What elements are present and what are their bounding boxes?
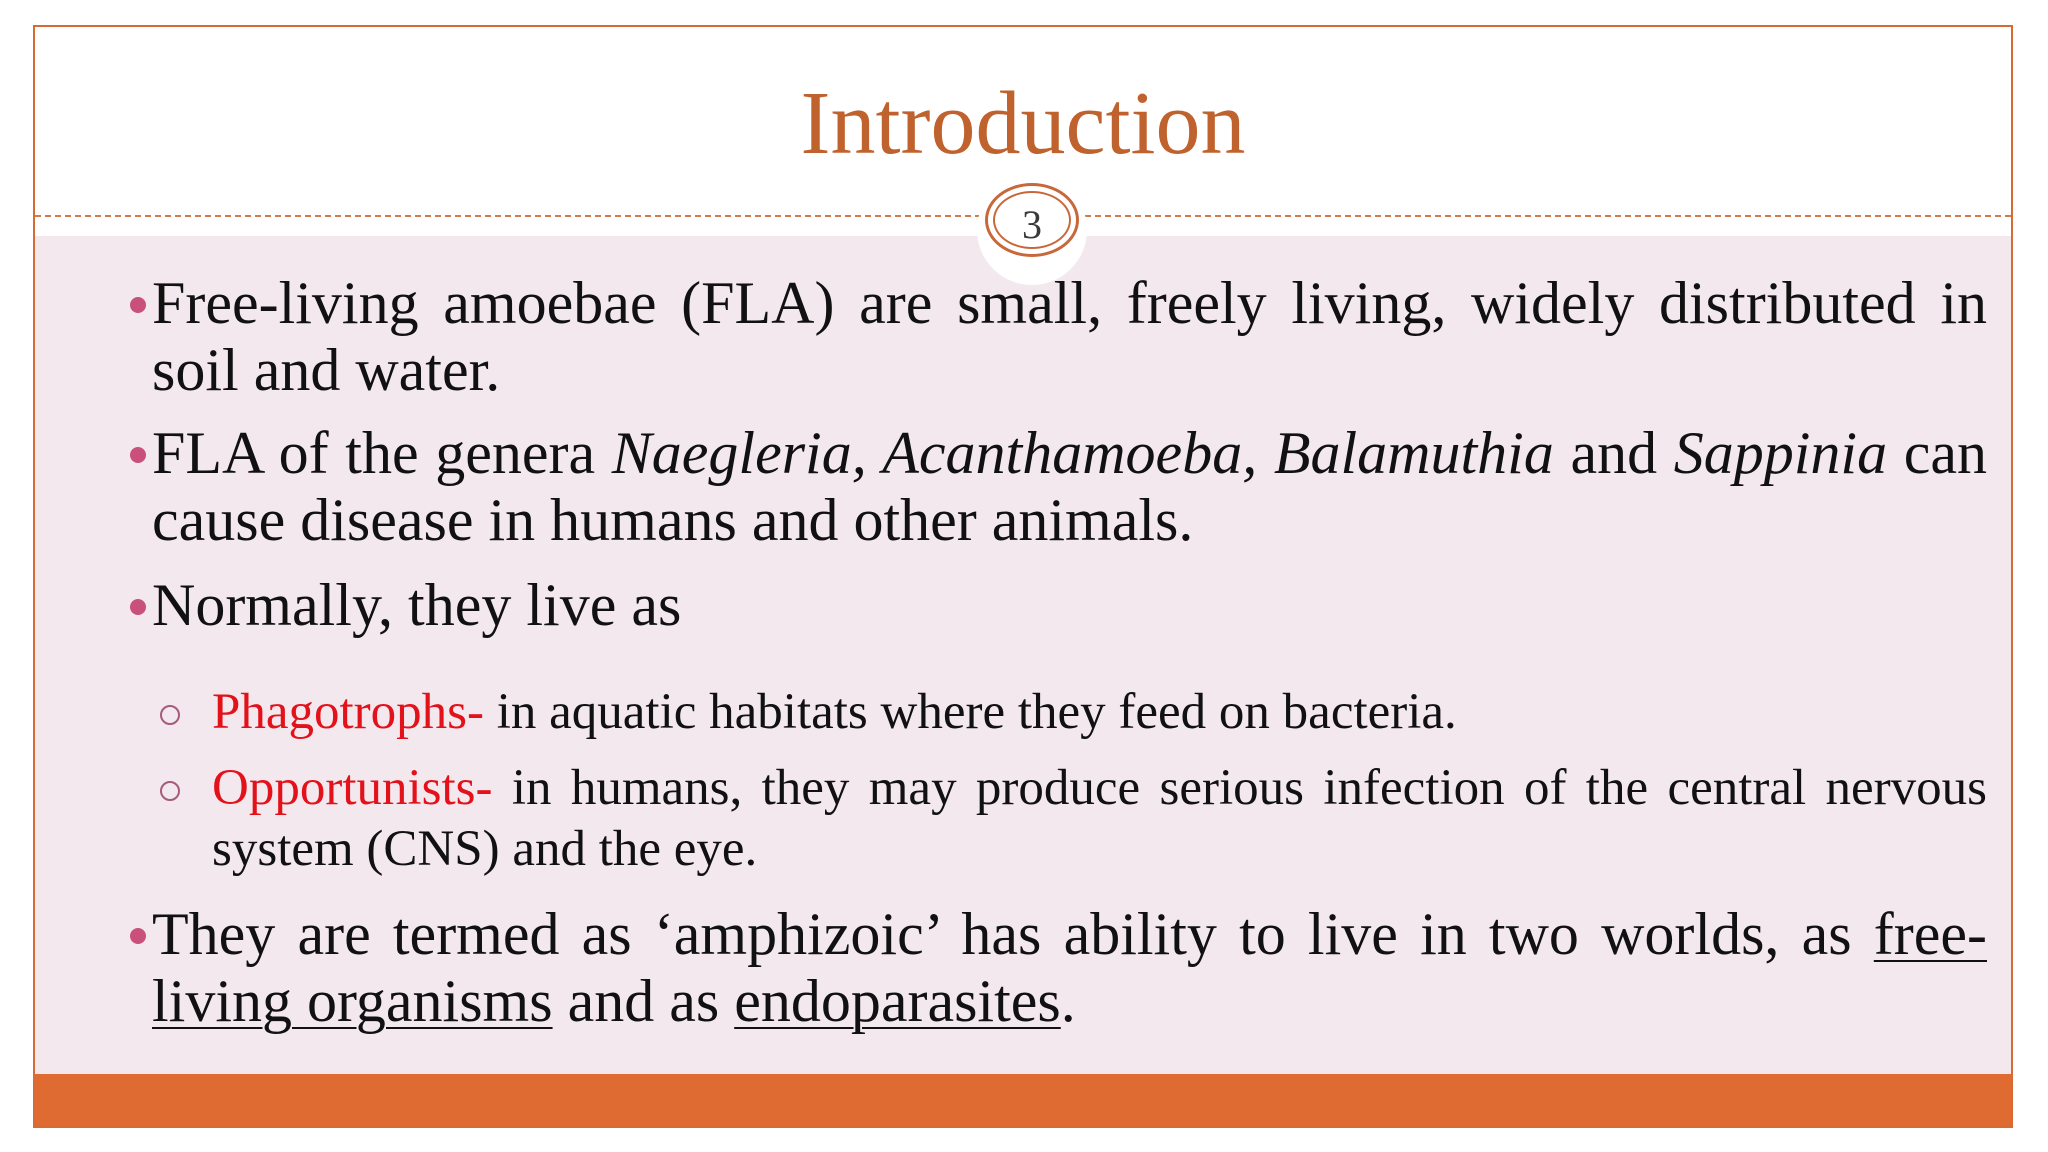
- page-badge-ring: [985, 183, 1079, 257]
- bullet-text: .: [1060, 968, 1076, 1034]
- bullet-text: and: [1553, 420, 1674, 486]
- bullet-item: [152, 270, 1987, 404]
- bullet-item: [152, 420, 1987, 554]
- slide: [33, 25, 2013, 1128]
- sub-bullet-term: Phagotrophs-: [212, 684, 484, 740]
- hollow-circle-icon: [160, 705, 180, 725]
- bullet-dot-icon: [130, 928, 146, 944]
- bullet-dot-icon: [130, 599, 146, 615]
- bullet-item: [152, 572, 1987, 639]
- bullet-text: Normally, they live as: [152, 572, 682, 638]
- bullet-dot-icon: [130, 297, 146, 313]
- page-number: 3: [1022, 202, 1042, 247]
- hollow-circle-icon: [160, 781, 180, 801]
- bullet-dot-icon: [130, 447, 146, 463]
- sub-bullet-text: in humans, they may produce serious infection of the central nervous system (CNS) and the eye.: [212, 760, 1987, 877]
- bullet-text: can cause disease in humans and other animals.: [152, 420, 1987, 553]
- page-number-badge: [977, 175, 1087, 285]
- bottom-accent-bar: [35, 1074, 2011, 1126]
- genera-names: Naegleria, Acanthamoeba, Balamuthia: [611, 420, 1554, 486]
- bullet-text: FLA of the genera: [152, 420, 612, 486]
- bullet-text: and as: [552, 968, 735, 1034]
- underlined-term: free-living organisms: [152, 901, 1987, 1034]
- sub-bullet-item: [212, 682, 1987, 743]
- bullet-text: Free-living amoebae (FLA) are small, freely living, widely distributed in soil and water.: [152, 270, 1987, 403]
- slide-title: Introduction: [800, 74, 1246, 173]
- sub-bullet-item: [212, 758, 1987, 880]
- sub-bullet-term: Opportunists-: [212, 760, 493, 816]
- sub-bullet-text: in aquatic habitats where they feed on bacteria.: [483, 684, 1457, 740]
- page-badge-inner-ring: [993, 191, 1071, 249]
- bullet-item: [152, 901, 1987, 1035]
- bullet-text: They are termed as ‘amphizoic’ has ability to live in two worlds, as: [152, 901, 1874, 967]
- underlined-term: endoparasites: [734, 968, 1061, 1034]
- genus-name: Sappinia: [1673, 420, 1888, 486]
